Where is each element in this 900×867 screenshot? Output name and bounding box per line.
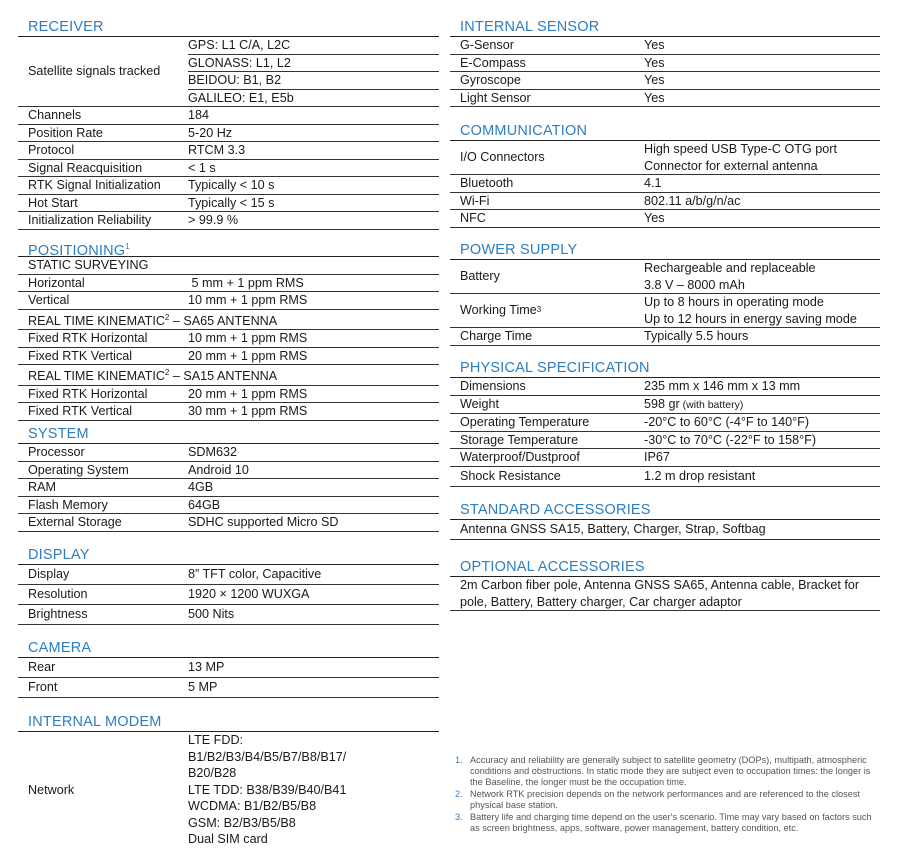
spec-value: 5-20 Hz (188, 125, 233, 140)
rtk-heading-antenna: – SA65 ANTENNA (169, 313, 278, 328)
spec-row (18, 160, 439, 178)
positioning-title (18, 238, 439, 257)
satellite-signals-label: Satellite signals tracked (28, 64, 161, 79)
optional-accessories-title: OPTIONAL ACCESSORIES (450, 558, 880, 577)
standard-accessories-title: STANDARD ACCESSORIES (450, 501, 880, 520)
footnote-ref: 2 (164, 368, 170, 378)
standard-accessories-text: Antenna GNSS SA15, Battery, Charger, Strap, Softbag (450, 520, 880, 540)
spec-label: Signal Reacquisition (28, 160, 143, 175)
spec-label: Operating Temperature (460, 415, 590, 429)
spec-row (450, 467, 880, 487)
spec-label: Rear (28, 660, 56, 674)
spec-row (18, 678, 439, 698)
communication-section (450, 122, 880, 228)
spec-value: Yes (644, 90, 665, 105)
footnote-number: 1. (455, 755, 463, 765)
network-band-line: Dual SIM card (188, 832, 268, 846)
spec-value: Yes (644, 73, 665, 87)
receiver-title: RECEIVER (18, 18, 439, 37)
spec-label: Fixed RTK Horizontal (28, 386, 148, 401)
spec-row (18, 212, 439, 230)
spec-value: Android 10 (188, 462, 249, 477)
spec-value: 64GB (188, 497, 221, 512)
spec-value: SDM632 (188, 445, 237, 459)
system-section (18, 425, 439, 532)
network-band-line: B20/B28 (188, 766, 237, 780)
spec-label: Horizontal (28, 275, 85, 290)
network-values (188, 732, 346, 848)
spec-row (18, 125, 439, 143)
system-title: SYSTEM (18, 425, 439, 444)
footnote-text: Network RTK precision depends on the network performances and are referenced to the closest physical base station. (470, 789, 860, 810)
spec-value: -30°C to 70°C (-22°F to 158°F) (644, 432, 817, 447)
spec-value: 235 mm x 146 mm x 13 mm (644, 379, 801, 393)
spec-value: 10 mm + 1 ppm RMS (188, 293, 308, 307)
spec-value: 4GB (188, 480, 214, 494)
spec-label: Brightness (28, 607, 88, 621)
footnotes (455, 755, 875, 835)
spec-row (18, 177, 439, 195)
physical-spec-section (450, 359, 880, 487)
spec-row (450, 328, 880, 346)
spec-label: RAM (28, 480, 56, 494)
spec-value: 20 mm + 1 ppm RMS (188, 386, 308, 401)
spec-row (450, 37, 880, 55)
spec-value: 30 mm + 1 ppm RMS (188, 404, 308, 419)
spec-value: SDHC supported Micro SD (188, 515, 339, 529)
power-supply-section (450, 241, 880, 346)
spec-value: IP67 (644, 450, 670, 464)
spec-row (18, 497, 439, 515)
display-title: DISPLAY (18, 546, 439, 565)
weight-note: (with battery) (679, 398, 744, 411)
spec-row (450, 72, 880, 90)
network-band-line: GSM: B2/B3/B5/B8 (188, 815, 296, 830)
spec-label: RTK Signal Initialization (28, 178, 161, 192)
spec-label: Initialization Reliability (28, 213, 152, 227)
spec-value: Yes (644, 38, 665, 52)
communication-title: COMMUNICATION (450, 122, 880, 141)
footnote-ref: 2 (164, 312, 170, 322)
optional-accessories-text (450, 577, 880, 611)
spec-value: 184 (188, 108, 210, 122)
spec-row (450, 378, 880, 396)
spec-row (18, 275, 439, 293)
rtk-heading-text: REAL TIME KINEMATIC (28, 313, 165, 328)
standard-accessories-section (450, 501, 880, 540)
satellite-signal: BEIDOU: B1, B2 (188, 72, 439, 90)
spec-label: Fixed RTK Vertical (28, 348, 133, 363)
spec-row (18, 142, 439, 160)
spec-row (450, 210, 880, 228)
spec-label: Channels (28, 108, 82, 122)
rtk-sa65-heading (18, 310, 439, 331)
spec-value: 13 MP (188, 660, 225, 674)
spec-row (450, 396, 880, 415)
spec-value: 10 mm + 1 ppm RMS (188, 331, 308, 346)
spec-label: Fixed RTK Horizontal (28, 331, 148, 346)
battery-line: 3.8 V – 8000 mAh (644, 277, 745, 292)
optional-accessories-section (450, 558, 880, 611)
spec-row (450, 90, 880, 108)
working-time-values (644, 294, 857, 327)
spec-row (18, 330, 439, 348)
spec-label: Dimensions (460, 379, 526, 393)
battery-values (644, 260, 816, 293)
spec-label: Shock Resistance (460, 468, 561, 483)
positioning-section (18, 238, 439, 421)
footnote-ref: 1 (125, 242, 130, 251)
spec-row (450, 55, 880, 73)
spec-row (18, 444, 439, 462)
footnote-number: 3. (455, 812, 463, 822)
spec-label: Operating System (28, 462, 129, 477)
spec-row (18, 462, 439, 480)
footnote-text: Battery life and charging time depend on the user's scenario. Time may vary based on factors such as screen brightness, apps, software, power management, battery condition, etc. (470, 812, 872, 833)
spec-label: Resolution (28, 587, 88, 601)
physical-spec-title: PHYSICAL SPECIFICATION (450, 359, 880, 378)
footnote (455, 812, 875, 834)
optional-accessories-line: 2m Carbon fiber pole, Antenna GNSS SA65, Antenna cable, Bracket for (460, 578, 860, 592)
working-time-line: Up to 12 hours in energy saving mode (644, 311, 857, 326)
receiver-section (18, 18, 439, 230)
spec-row (450, 449, 880, 467)
spec-label: Storage Temperature (460, 432, 579, 447)
spec-value: -20°C to 60°C (-4°F to 140°F) (644, 415, 810, 429)
spec-label: Waterproof/Dustproof (460, 450, 580, 464)
internal-sensor-section (450, 18, 880, 107)
spec-value: Typically < 15 s (188, 195, 275, 210)
internal-modem-title: INTERNAL MODEM (18, 713, 439, 732)
footnote (455, 789, 875, 811)
spec-value: 4.1 (644, 176, 662, 190)
spec-value: Typically < 10 s (188, 178, 275, 192)
spec-label: Light Sensor (460, 90, 531, 105)
rtk-sa15-heading (18, 365, 439, 386)
internal-sensor-title: INTERNAL SENSOR (450, 18, 880, 37)
spec-row (18, 403, 439, 421)
spec-value (644, 396, 743, 414)
power-supply-title: POWER SUPPLY (450, 241, 880, 260)
io-line: Connector for external antenna (644, 158, 818, 173)
working-time-row (450, 294, 880, 328)
spec-row (18, 605, 439, 625)
spec-row (450, 193, 880, 211)
spec-label: Protocol (28, 143, 75, 157)
spec-value: > 99.9 % (188, 213, 239, 227)
spec-row (18, 348, 439, 366)
spec-label (450, 294, 644, 327)
spec-row (18, 585, 439, 605)
io-connectors-values (644, 141, 837, 174)
spec-row (18, 658, 439, 678)
spec-row (18, 386, 439, 404)
camera-title: CAMERA (18, 639, 439, 658)
io-connectors-row (450, 141, 880, 175)
network-band-line: LTE TDD: B38/B39/B40/B41 (188, 782, 347, 797)
spec-label: Battery (460, 269, 500, 284)
spec-label: External Storage (28, 515, 122, 529)
satellite-signals-row (18, 37, 439, 107)
io-line: High speed USB Type-C OTG port (644, 142, 837, 156)
spec-label: Processor (28, 445, 85, 459)
spec-value: 500 Nits (188, 607, 235, 621)
spec-label: Front (28, 680, 58, 694)
spec-label: Position Rate (28, 125, 103, 140)
spec-row (18, 479, 439, 497)
spec-value: 802.11 a/b/g/n/ac (644, 193, 741, 208)
spec-value: 8” TFT color, Capacitive (188, 567, 322, 581)
spec-label: Fixed RTK Vertical (28, 404, 133, 419)
footnote-ref: 3 (536, 305, 542, 315)
battery-row (450, 260, 880, 294)
satellite-signal: GLONASS: L1, L2 (188, 55, 439, 73)
spec-label: Vertical (28, 293, 70, 307)
spec-label: Weight (460, 397, 499, 411)
spec-label: I/O Connectors (460, 150, 545, 165)
spec-row (18, 514, 439, 532)
spec-label: Hot Start (28, 195, 78, 210)
optional-accessories-line: pole, Battery, Battery charger, Car charger adaptor (460, 594, 742, 609)
spec-value: Typically 5.5 hours (644, 329, 749, 343)
spec-row (450, 414, 880, 432)
network-band-line: WCDMA: B1/B2/B5/B8 (188, 799, 317, 813)
spec-value: RTCM 3.3 (188, 143, 246, 157)
spec-value: 5 mm + 1 ppm RMS (188, 275, 304, 290)
network-row (18, 732, 439, 848)
spec-label: Gyroscope (460, 73, 521, 87)
spec-label: Display (28, 567, 70, 581)
working-time-line: Up to 8 hours in operating mode (644, 295, 824, 309)
satellite-signal: GALILEO: E1, E5b (188, 90, 294, 105)
spec-label: NFC (460, 211, 486, 225)
display-section (18, 546, 439, 625)
satellite-signal: GPS: L1 C/A, L2C (188, 37, 439, 55)
spec-label: Wi-Fi (460, 193, 490, 208)
spec-row (18, 565, 439, 585)
spec-value: 1920 × 1200 WUXGA (188, 587, 310, 601)
network-band-line: LTE FDD: (188, 733, 244, 747)
spec-label: Charge Time (460, 329, 533, 343)
spec-row (450, 175, 880, 193)
battery-line: Rechargeable and replaceable (644, 261, 816, 275)
working-time-label: Working Time (460, 303, 537, 318)
spec-value: 1.2 m drop resistant (644, 468, 756, 483)
spec-row (18, 195, 439, 213)
spec-value: Yes (644, 211, 665, 225)
rtk-heading-antenna: – SA15 ANTENNA (169, 369, 278, 384)
network-band-line: B1/B2/B3/B4/B5/B7/B8/B17/ (188, 749, 347, 764)
network-label: Network (28, 782, 75, 797)
spec-value: 5 MP (188, 680, 218, 694)
spec-label: Flash Memory (28, 497, 108, 512)
spec-label: Bluetooth (460, 176, 514, 190)
spec-value: Yes (644, 55, 665, 70)
positioning-title-text: POSITIONING (28, 242, 126, 259)
internal-modem-section (18, 713, 439, 848)
weight-value: 598 gr (644, 396, 680, 411)
satellite-signals-values (188, 37, 439, 106)
spec-row (450, 432, 880, 450)
spec-row (18, 107, 439, 125)
camera-section (18, 639, 439, 698)
spec-value: 20 mm + 1 ppm RMS (188, 348, 308, 363)
footnote (455, 755, 875, 788)
spec-row (18, 292, 439, 310)
footnote-text: Accuracy and reliability are generally subject to satellite geometry (DOPs), multipath, atmospheric conditions and obstructions. In static mode they are subject even to occupation times: the longer is the Baseline, the longer must be the occupation time. (470, 755, 871, 787)
spec-value: < 1 s (188, 160, 216, 175)
footnote-number: 2. (455, 789, 463, 799)
spec-label: G-Sensor (460, 38, 514, 52)
spec-label: E-Compass (460, 55, 526, 70)
static-surveying-heading: STATIC SURVEYING (18, 257, 439, 275)
rtk-heading-text: REAL TIME KINEMATIC (28, 369, 165, 384)
